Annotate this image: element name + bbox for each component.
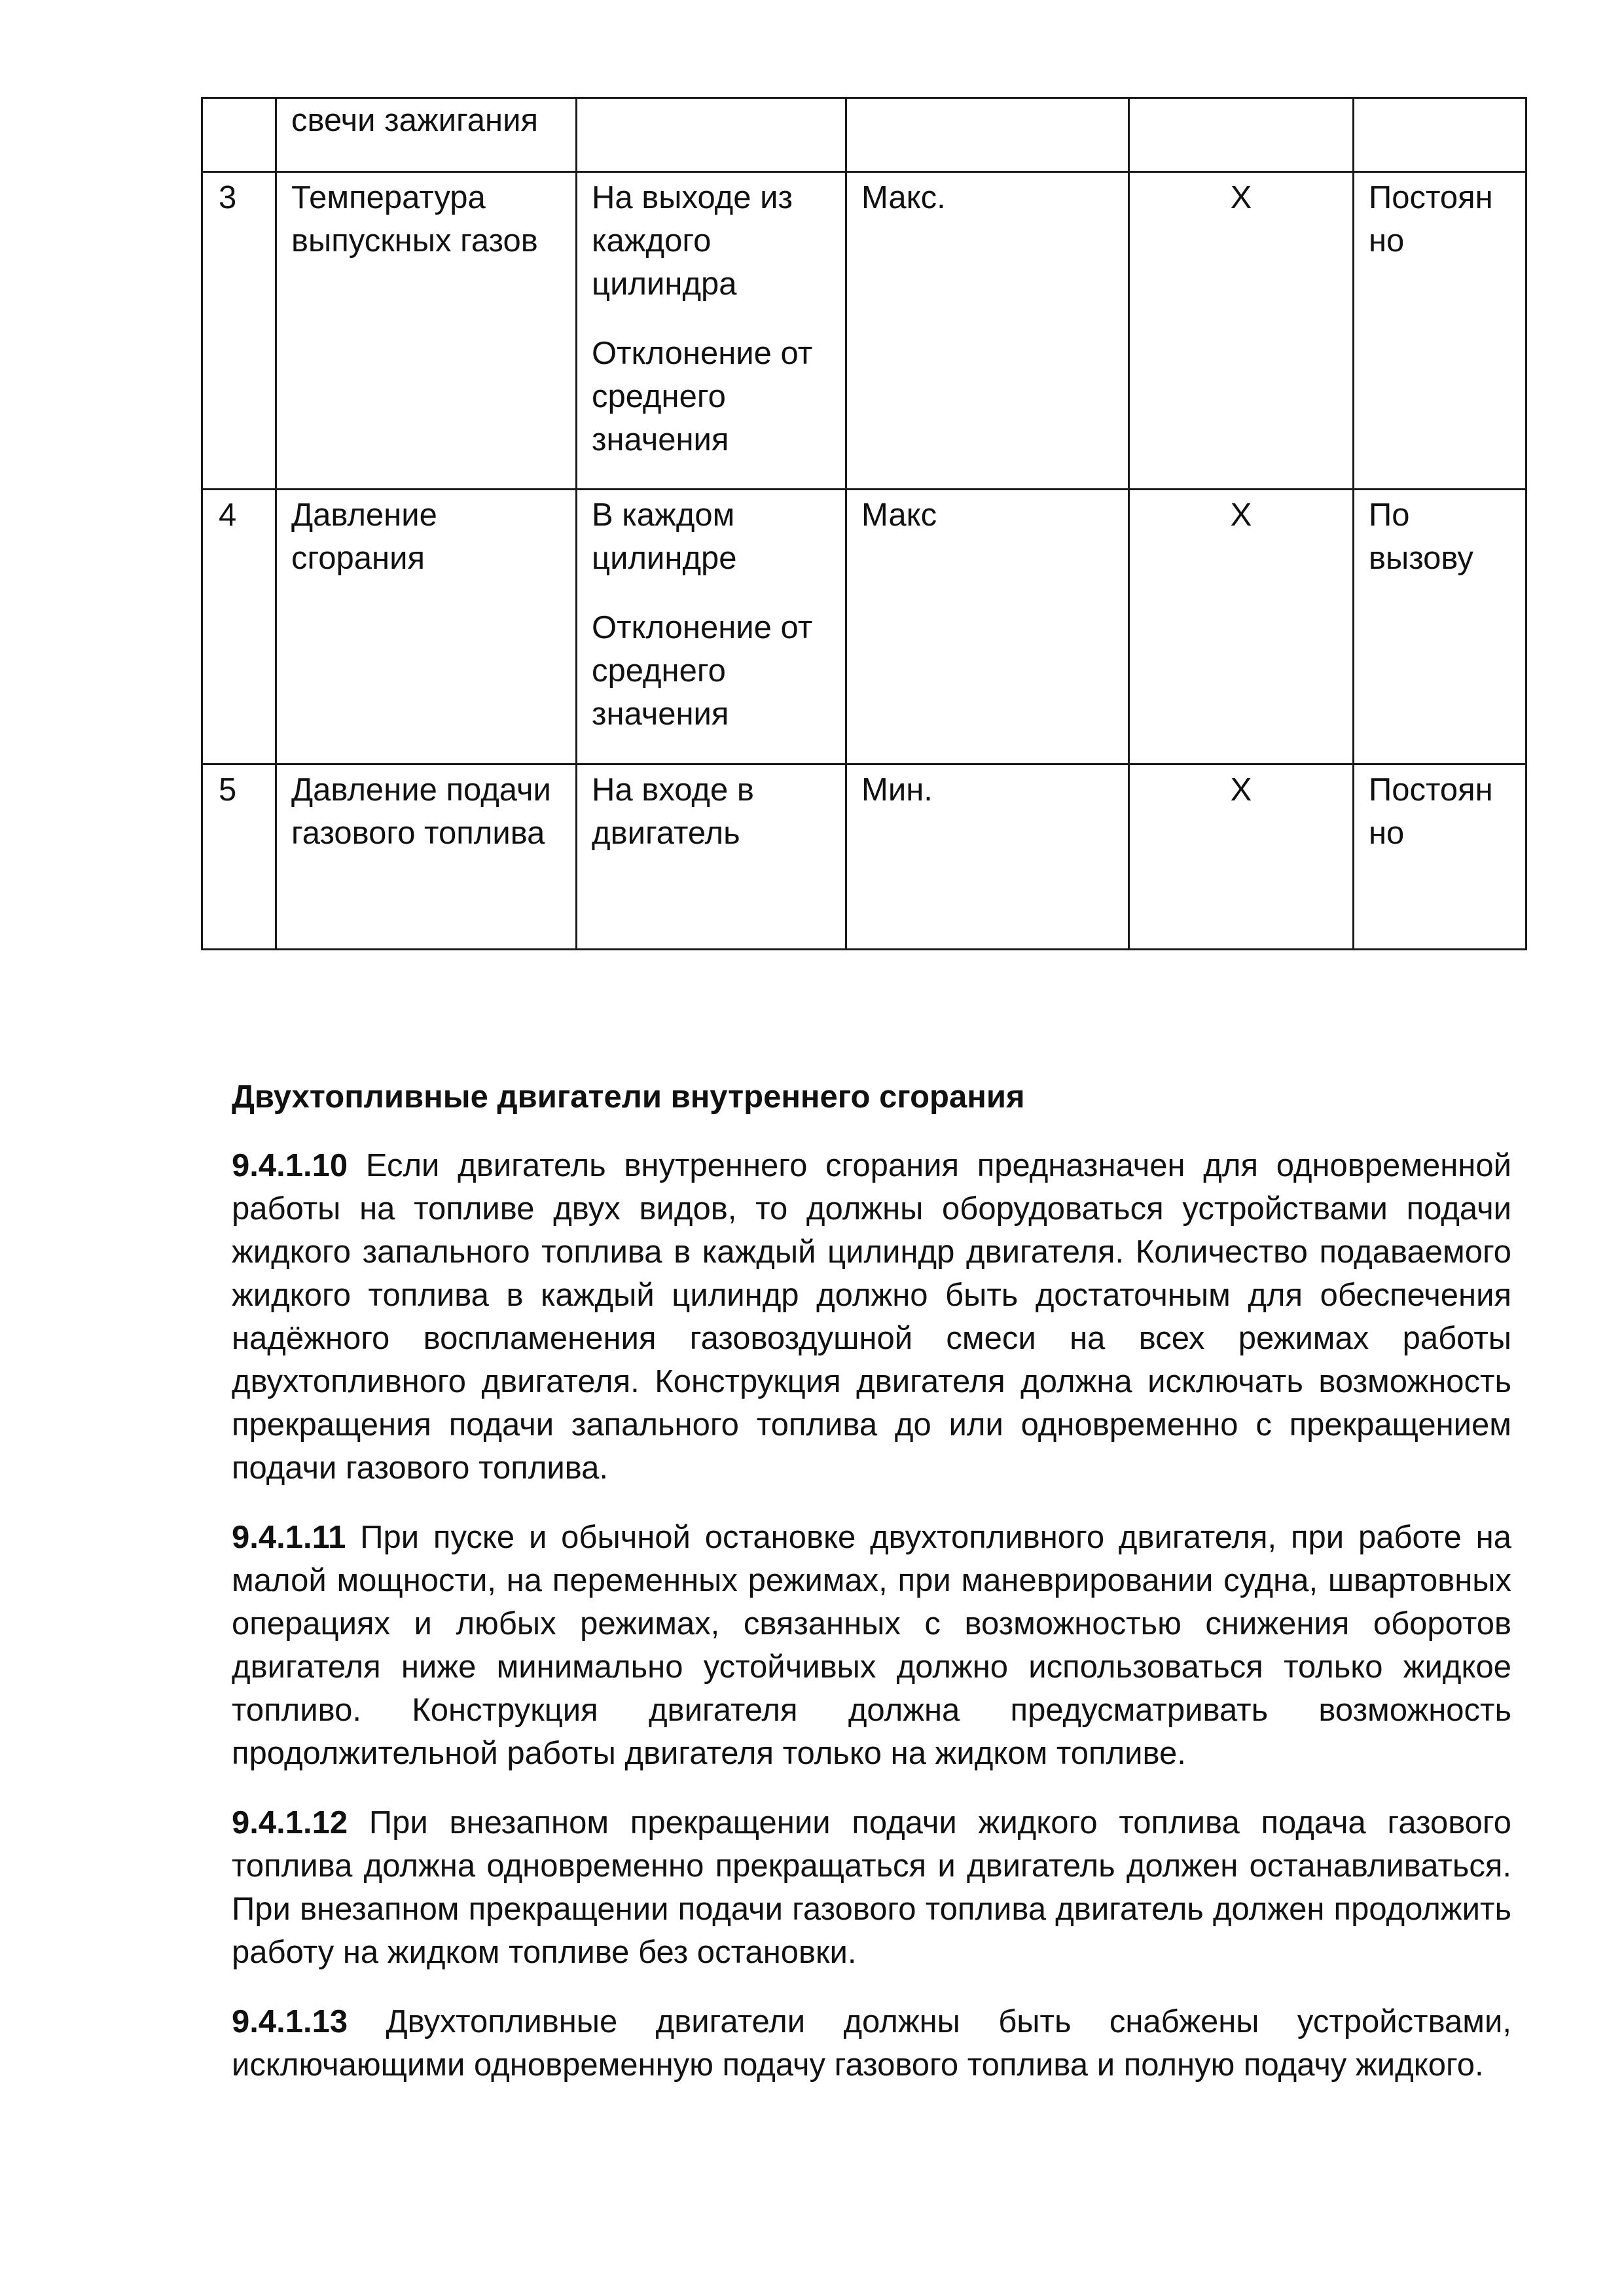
section-heading: Двухтопливные двигатели внутреннего сгорания — [232, 1079, 1025, 1115]
location-cell — [577, 764, 846, 950]
paragraph — [232, 1144, 1511, 1490]
x-mark-cell: X — [1129, 764, 1354, 950]
table-row — [202, 764, 1526, 950]
period-cell: По вызову — [1354, 490, 1526, 764]
location-cell — [577, 172, 846, 490]
x-mark-cell — [1129, 98, 1354, 172]
parameter-cell — [276, 172, 577, 490]
paragraph-text: Двухтопливные двигатели должны быть снабжены устройствами, исключающими одновременную подачу газового топлива и полную подачу жидкого. — [232, 2004, 1511, 2083]
parameter-cell — [276, 490, 577, 764]
parameter-cell — [276, 98, 577, 172]
location-text: Отклонение от среднего значения — [592, 336, 813, 457]
limit-cell: Макс. — [846, 172, 1129, 490]
period-cell: Постоян но — [1354, 764, 1526, 950]
location-cell — [577, 490, 846, 764]
paragraph-text: При пуске и обычной остановке двухтопливного двигателя, при работе на малой мощности, на переменных режимах, при маневрировании судна, швартовных операциях и любых режимах, связанных с возможностью снижения оборотов двигателя ниже минимально устойчивых должно использоваться только жидкое топливо. Конструкция двигателя должна предусматривать возможность продолжительной работы двигателя только на жидком топливе. — [232, 1520, 1511, 1771]
table-row — [202, 98, 1526, 172]
limit-cell — [846, 98, 1129, 172]
parameter-text: Давление подачи газового топлива — [291, 772, 551, 851]
paragraph-text: При внезапном прекращении подачи жидкого топлива подача газового топлива должна одновременно прекращаться и двигатель должен останавливаться. При внезапном прекращении подачи газового топлива двигатель должен продолжить работу на жидком топливе без остановки. — [232, 1805, 1511, 1970]
location-text: В каждом цилиндре — [592, 497, 737, 576]
row-number-cell: 5 — [202, 764, 276, 950]
paragraph-number: 9.4.1.13 — [232, 2004, 348, 2039]
parameter-text: свечи зажигания — [291, 103, 538, 138]
location-text: На выходе из каждого цилиндра — [592, 180, 793, 302]
paragraph-text: Если двигатель внутреннего сгорания предназначен для одновременной работы на топливе двух видов, то должны оборудоваться устройствами подачи жидкого запального топлива в каждый цилиндр двигателя. Количество подаваемого жидкого топлива в каждый цилиндр должно быть достаточным для обеспечения надёжного воспламенения газовоздушной смеси на всех режимах работы двухтопливного двигателя. Конструкция двигателя должна исключать возможность прекращения подачи запального топлива до или одновременно с прекращением подачи газового топлива. — [232, 1148, 1511, 1486]
parameter-text: Температура выпускных газов — [291, 180, 538, 259]
limit-cell: Макс — [846, 490, 1129, 764]
limit-cell: Мин. — [846, 764, 1129, 950]
parameter-cell — [276, 764, 577, 950]
location-text: Отклонение от среднего значения — [592, 610, 813, 732]
paragraph-number: 9.4.1.10 — [232, 1148, 348, 1183]
row-number-cell: 4 — [202, 490, 276, 764]
paragraph — [232, 1801, 1511, 1974]
row-number-cell — [202, 98, 276, 172]
paragraph-number: 9.4.1.11 — [232, 1520, 346, 1555]
paragraph-number: 9.4.1.12 — [232, 1805, 348, 1840]
location-cell — [577, 98, 846, 172]
paragraph — [232, 1516, 1511, 1775]
period-cell — [1354, 98, 1526, 172]
parameter-table — [201, 97, 1527, 950]
table-row — [202, 490, 1526, 764]
parameter-text: Давление сгорания — [291, 497, 437, 576]
x-mark-cell: X — [1129, 172, 1354, 490]
paragraph — [232, 2000, 1511, 2087]
period-cell: Постоян но — [1354, 172, 1526, 490]
x-mark-cell: X — [1129, 490, 1354, 764]
row-number-cell: 3 — [202, 172, 276, 490]
location-text: На входе в двигатель — [592, 772, 754, 851]
table-row — [202, 172, 1526, 490]
